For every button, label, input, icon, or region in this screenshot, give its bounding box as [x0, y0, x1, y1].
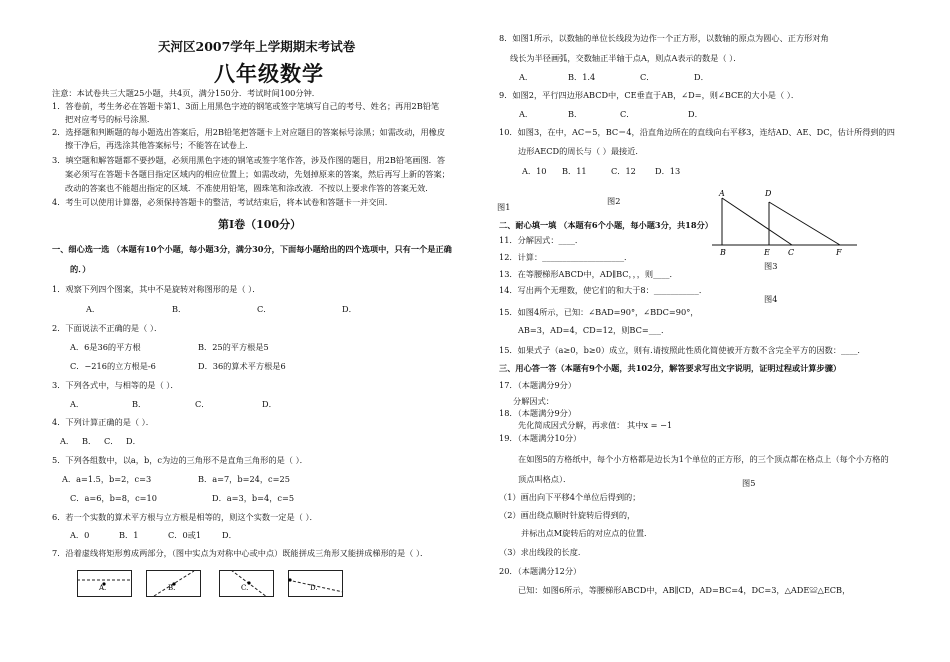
- q2-option-c: C．−216的立方根是-6: [70, 361, 156, 371]
- notice-line: 3．填空题和解答题都不要抄题，必须用黑色字迹的钢笔或签字笔作答，涉及作图的题目，用2B铅笔画图．答: [52, 155, 446, 165]
- q9-option-b: B．: [568, 109, 583, 119]
- q3-option-c: C．: [195, 399, 210, 409]
- question-8-cont: 线长为半径画弧，交数轴正半轴于点A，则点A表示的数是（ ）．: [510, 53, 742, 63]
- q6-option-c: C．0或1: [168, 530, 202, 540]
- q4-option-d: D．: [126, 436, 141, 446]
- figure-4-label: 图4: [764, 294, 778, 304]
- question-4: 4．下列计算正确的是（ ）．: [52, 417, 154, 427]
- question-9: 9．如图2，平行四边形ABCD中，CE垂直于AB，∠D=，则∠BCE的大小是（ ）．: [499, 90, 800, 100]
- question-19: 19．（本题满分10分）: [499, 433, 582, 443]
- question-19-line1: 在如图5的方格纸中，每个小方格都是边长为1个单位的正方形，的三个顶点都在格点上（每个小方格的: [518, 454, 889, 464]
- question-11: 11．分解因式：____．: [499, 235, 584, 245]
- q2-option-d: D．36的算术平方根是6: [198, 361, 286, 371]
- q5-option-a: A．a=1.5，b=2，c=3: [62, 474, 152, 484]
- q5-option-d: D．a=3，b=4，c=5: [212, 493, 295, 503]
- question-15b: 15．如果式子（a≥0，b≥0）成立，则有.请按照此性质化简使被开方数不含完全平方的因数：____．: [499, 345, 866, 355]
- question-12: 12．计算：____________________．: [499, 252, 633, 262]
- question-20-cont: 已知：如图6所示，等腰梯形ABCD中，AB∥CD，AD=BC=4，DC=3，△ADE≌△ECB，: [518, 585, 851, 595]
- question-19-part2: （2）画出绕点顺时针旋转后得到的，: [499, 510, 636, 520]
- q7-label-a: A.: [99, 584, 107, 592]
- question-19-part3: （3）求出线段的长度．: [499, 547, 587, 557]
- section2-heading: 二、耐心填一填 （本题有6个小题，每小题3分，共18分）: [499, 220, 713, 230]
- question-15a: 15．如图4所示，已知：∠BAD=90°，∠BDC=90°，: [499, 307, 699, 317]
- q3-option-d: D．: [262, 399, 277, 409]
- q7-label-d: D.: [310, 584, 318, 592]
- q3-option-a: A．: [70, 399, 85, 409]
- q10-option-d: D．13: [655, 166, 681, 176]
- figure-1-label: 图1: [497, 202, 511, 212]
- q1-option-d: D．: [342, 304, 357, 314]
- figure-2-label: 图2: [607, 196, 621, 206]
- q10-option-c: C．12: [611, 166, 636, 176]
- figure-3: [712, 186, 862, 260]
- question-14: 14．写出两个无理数，使它们的和大于8：___________．: [499, 285, 708, 295]
- question-17: 17．（本题满分9分）: [499, 380, 577, 390]
- q9-option-d: D．: [688, 109, 703, 119]
- question-13: 13．在等腰梯形ABCD中，AD∥BC，，，则____．: [499, 269, 678, 279]
- fig3-point-e: E: [764, 248, 770, 257]
- question-20: 20．（本题满分12分）: [499, 566, 582, 576]
- question-3: 3．下列各式中，与相等的是（ ）．: [52, 380, 179, 390]
- question-7: 7．沿着虚线将矩形剪成两部分，（图中实点为对称中心或中点）既能拼成三角形又能拼成梯形的是（ ）．: [52, 548, 429, 558]
- q2-option-b: B．25的平方根是5: [198, 342, 269, 352]
- fig3-point-d: D: [765, 189, 772, 198]
- fig3-point-a: A: [719, 189, 725, 198]
- question-19-part2-cont: 并标出点M旋转后的对应点的位置．: [521, 528, 653, 538]
- figure-5-label: 图5: [742, 478, 756, 488]
- q4-option-c: C．: [104, 436, 119, 446]
- q8-option-b: B．1.4: [568, 72, 596, 82]
- q7-figure-c: [219, 570, 275, 600]
- question-19-part1: （1）画出向下平移4个单位后得到的；: [499, 492, 641, 502]
- fig3-point-c: C: [788, 248, 795, 257]
- q8-option-c: C．: [640, 72, 655, 82]
- q6-option-d: D．: [222, 530, 237, 540]
- q1-option-c: C．: [257, 304, 272, 314]
- notice-line: 案必须写在答题卡各题目指定区域内的相应位置上；如需改动，先划掉原来的答案，然后再写上新的答案；: [65, 169, 450, 179]
- q10-option-b: B．11: [562, 166, 587, 176]
- question-19-line2: 顶点叫格点）．: [518, 474, 572, 484]
- q8-option-d: D．: [694, 72, 709, 82]
- section1-heading-cont: 的．）: [70, 264, 91, 274]
- question-18: 18．（本题满分9分）: [499, 408, 577, 418]
- notice-line: 擦干净后，再选涂其他答案标号；不能答在试卷上．: [65, 140, 254, 150]
- q5-option-c: C．a=6，b=8，c=10: [70, 493, 157, 503]
- q2-option-a: A．6是36的平方根: [70, 342, 141, 352]
- exam-title: 天河区2007学年上学期期末考试卷: [158, 39, 356, 54]
- q1-option-a: A．: [86, 304, 101, 314]
- q1-option-b: B．: [172, 304, 187, 314]
- q6-option-a: A．0: [70, 530, 90, 540]
- q4-option-a: A．: [60, 436, 75, 446]
- q8-option-a: A．: [519, 72, 534, 82]
- question-10-cont: 边形AECD的周长与（ ）最接近．: [518, 146, 644, 156]
- q7-figure-a: [77, 570, 133, 600]
- question-6: 6．若一个实数的算术平方根与立方根是相等的，则这个实数一定是（ ）．: [52, 512, 318, 522]
- section3-heading: 三、用心答一答（本题有9个小题，共102分，解答要求写出文字说明，证明过程或计算步骤）: [499, 363, 842, 373]
- notice-line: 注意：本试卷共三大题25小题，共4页，满分150分．考试时间100分钟．: [52, 88, 320, 98]
- question-15a-cont: AB=3，AD=4，CD=12，则BC=___．: [518, 325, 670, 335]
- question-5: 5．下列各组数中，以a，b，c为边的三角形不是直角三角形的是（ ）．: [52, 455, 308, 465]
- fig3-point-b: B: [720, 248, 726, 257]
- q4-option-b: B．: [82, 436, 97, 446]
- question-17-cont: 分解因式：: [513, 396, 554, 406]
- q7-figure-b: [146, 570, 202, 600]
- notice-line: 1．答卷前，考生务必在答题卡第1、3面上用黑色字迹的钢笔或签字笔填写自己的考号、姓名；再用2B铅笔: [52, 101, 440, 111]
- notice-line: 4．考生可以使用计算器，必须保持答题卡的整洁，考试结束后，将本试卷和答题卡一并交回．: [52, 197, 393, 207]
- question-10: 10．如图3，在中，AC＝5，BC＝4，沿直角边所在的直线向右平移3，连结AD、AE、DC，估计所得到的四: [499, 127, 895, 137]
- notice-line: 2．选择题和判断题的每小题选出答案后，用2B铅笔把答题卡上对应题目的答案标号涂黑；如需改动，用橡皮: [52, 127, 446, 137]
- q6-option-b: B．1: [119, 530, 139, 540]
- question-1: 1．观察下列四个图案，其中不是旋转对称图形的是（ ）．: [52, 284, 261, 294]
- notice-line: 把对应考号的标号涂黑．: [65, 114, 156, 124]
- part-title: 第Ⅰ卷（100分）: [218, 218, 302, 231]
- q10-option-a: A．10: [522, 166, 547, 176]
- figure-3-label: 图3: [764, 261, 778, 271]
- question-8: 8．如图1所示，以数轴的单位长线段为边作一个正方形，以数轴的原点为圆心、正方形对角: [499, 33, 829, 43]
- q7-label-b: B.: [168, 584, 176, 592]
- q7-figure-d: [288, 570, 344, 600]
- q9-option-a: A．: [519, 109, 534, 119]
- q5-option-b: B．a=7，b=24，c=25: [198, 474, 290, 484]
- section1-heading: 一、细心选一选 （本题有10个小题，每小题3分，满分30分，下面每小题给出的四个选项中，只有一个是正确: [52, 244, 452, 254]
- fig3-point-f: F: [836, 248, 842, 257]
- q3-option-b: B．: [132, 399, 147, 409]
- question-18-cont: 先化简成因式分解，再求值： 其中x = −1: [518, 420, 673, 430]
- question-2: 2．下面说法不正确的是（ ）．: [52, 323, 163, 333]
- notice-line: 改动的答案也不能超出指定的区域．不准使用铅笔，圆珠笔和涂改液．不按以上要求作答的答案无效．: [65, 183, 434, 193]
- q9-option-c: C．: [620, 109, 635, 119]
- subject-title: 八年级数学: [214, 61, 324, 86]
- q7-label-c: C.: [241, 584, 249, 592]
